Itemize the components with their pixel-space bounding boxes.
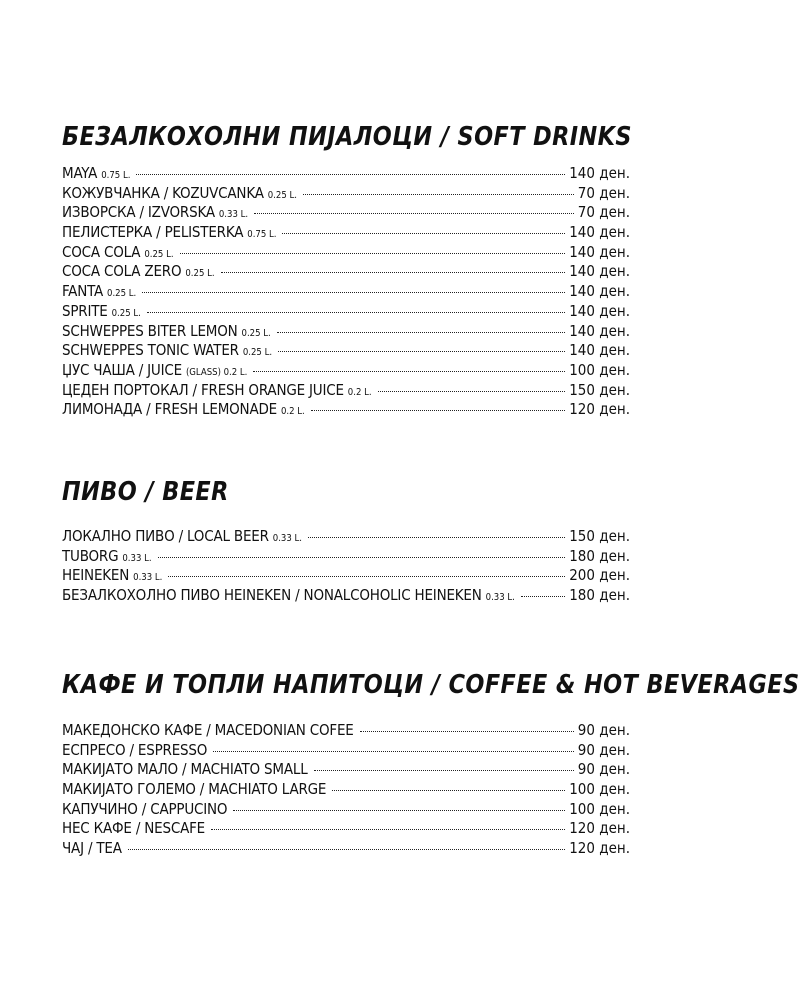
menu-item [62, 361, 630, 381]
dotted-leader [254, 213, 574, 214]
item-name: ИЗВОРСКА / IZVORSKA [62, 203, 215, 222]
item-name: ЦЕДЕН ПОРТОКАЛ / FRESH ORANGE JUICE [62, 380, 344, 399]
dotted-leader [128, 849, 565, 850]
menu-item [62, 282, 630, 302]
section-heading: КАФЕ И ТОПЛИ НАПИТОЦИ / COFFEE & HOT BEVERAGES [62, 670, 800, 700]
item-size: 0.25 L. [144, 248, 174, 260]
item-list [62, 164, 630, 420]
item-size: 0.25 L. [242, 347, 273, 359]
menu-item [62, 741, 630, 761]
item-name: SCHWEPPES TONIC WATER [62, 341, 239, 360]
item-size: 0.33 L. [485, 592, 515, 604]
item-size: 0.2 L. [281, 406, 305, 418]
item-name: ЕСПРЕСО / ESPRESSO [62, 740, 208, 759]
section-heading: БЕЗАЛКОХОЛНИ ПИЈАЛОЦИ / SOFT DRINKS [62, 122, 632, 152]
menu-section-beer [62, 477, 630, 606]
menu-item [62, 800, 630, 820]
item-name: ЧАЈ / TEA [62, 839, 122, 858]
item-size: 0.33 L. [122, 552, 152, 564]
item-price: 140 ден. [569, 321, 630, 340]
menu-item [62, 839, 630, 859]
dotted-leader [278, 351, 565, 352]
item-size: 0.33 L. [272, 533, 302, 544]
item-size: 0.25 L. [185, 268, 215, 280]
menu-item [62, 547, 630, 567]
dotted-leader [332, 790, 565, 791]
dotted-leader [303, 194, 574, 195]
dotted-leader [158, 557, 566, 558]
item-price: 120 ден. [569, 819, 630, 838]
item-price: 140 ден. [569, 282, 630, 301]
dotted-leader [308, 537, 565, 538]
dotted-leader [233, 810, 565, 811]
dotted-leader [314, 770, 574, 771]
menu-item [62, 400, 630, 420]
item-price: 120 ден. [569, 400, 630, 419]
item-price: 200 ден. [569, 566, 630, 585]
item-name: НЕС КАФЕ / NESCAFE [62, 819, 205, 838]
dotted-leader [277, 332, 565, 333]
item-price: 100 ден. [569, 799, 630, 818]
menu-item [62, 164, 630, 184]
item-size: (GLASS) 0.2 L. [185, 366, 248, 378]
item-price: 70 ден. [577, 203, 630, 222]
menu-item [62, 302, 630, 322]
item-size: 0.33 L. [133, 572, 163, 584]
dotted-leader [360, 731, 574, 732]
dotted-leader [378, 391, 566, 392]
menu-item [62, 203, 630, 223]
item-price: 90 ден. [577, 740, 630, 759]
item-price: 70 ден. [577, 183, 630, 202]
menu-item [62, 381, 630, 401]
item-name: ЛОКАЛНО ПИВО / LOCAL BEER [62, 527, 269, 545]
item-size: 0.2 L. [347, 386, 372, 398]
item-name: HEINEKEN [62, 566, 130, 585]
item-price: 120 ден. [569, 839, 630, 858]
item-size: 0.75 L. [101, 170, 131, 181]
dotted-leader [253, 371, 565, 372]
dotted-leader [311, 410, 565, 411]
item-price: 180 ден. [569, 546, 630, 565]
menu-item [62, 780, 630, 800]
item-name: КАПУЧИНО / CAPPUCINO [62, 799, 228, 818]
dotted-leader [213, 751, 574, 752]
dotted-leader [211, 829, 565, 830]
item-name: ЛИМОНАДА / FRESH LEMONADE [62, 400, 277, 419]
menu-item [62, 184, 630, 204]
item-name: COCA COLA ZERO [62, 262, 182, 281]
dotted-leader [136, 174, 565, 175]
item-name: COCA COLA [62, 242, 141, 261]
menu-item [62, 322, 630, 342]
dotted-leader [221, 272, 566, 273]
menu-item [62, 341, 630, 361]
item-name: FANTA [62, 282, 104, 301]
item-price: 150 ден. [569, 380, 630, 399]
item-name: ЏУС ЧАША / JUICE [62, 360, 182, 379]
item-price: 150 ден. [569, 527, 630, 545]
menu-item [62, 760, 630, 780]
item-price: 140 ден. [569, 242, 630, 261]
dotted-leader [142, 292, 565, 293]
item-size: 0.25 L. [111, 307, 141, 319]
item-price: 100 ден. [569, 780, 630, 799]
menu-section-soft-drinks [62, 122, 630, 420]
item-name: SCHWEPPES BITER LEMON [62, 321, 238, 340]
item-price: 140 ден. [569, 223, 630, 242]
section-heading: ПИВО / BEER [62, 477, 229, 507]
menu-item [62, 586, 630, 606]
item-price: 90 ден. [577, 760, 630, 779]
dotted-leader [521, 596, 565, 597]
item-price: 180 ден. [569, 586, 630, 605]
item-size: 0.25 L. [241, 327, 271, 339]
menu-item [62, 243, 630, 263]
item-name: ПЕЛИСТЕРКА / PELISTERKA [62, 223, 244, 242]
item-price: 100 ден. [569, 360, 630, 379]
menu-item [62, 566, 630, 586]
dotted-leader [282, 233, 565, 234]
item-size: 0.25 L. [267, 189, 297, 201]
dotted-leader [168, 576, 565, 577]
menu-item [62, 819, 630, 839]
item-name: SPRITE [62, 301, 108, 320]
menu-item [62, 721, 630, 741]
item-list [62, 721, 630, 859]
item-name: КОЖУВЧАНКА / KOZUVCANKA [62, 183, 264, 202]
menu-item [62, 262, 630, 282]
item-price: 140 ден. [569, 341, 630, 360]
item-list [62, 527, 630, 606]
menu-item [62, 223, 630, 243]
item-price: 140 ден. [569, 262, 630, 281]
item-name: МАКЕДОНСКО КАФЕ / MACEDONIAN COFEE [62, 721, 354, 739]
item-name: MAYA [62, 164, 98, 182]
item-name: БЕЗАЛКОХОЛНО ПИВО HEINEKEN / NONALCOHOLIC HEINEKEN [62, 586, 482, 605]
menu-section-coffee [62, 670, 800, 859]
dotted-leader [147, 312, 565, 313]
item-price: 90 ден. [577, 721, 630, 739]
item-size: 0.25 L. [107, 288, 137, 300]
item-name: МАКИЈАТО МАЛО / MACHIATO SMALL [62, 760, 308, 779]
dotted-leader [180, 253, 566, 254]
item-name: TUBORG [62, 546, 119, 565]
item-size: 0.75 L. [247, 229, 277, 241]
menu-item [62, 527, 630, 547]
item-price: 140 ден. [569, 164, 630, 182]
item-size: 0.33 L. [218, 209, 249, 221]
item-price: 140 ден. [569, 301, 630, 320]
item-name: МАКИЈАТО ГОЛЕМО / MACHIATO LARGE [62, 780, 327, 799]
